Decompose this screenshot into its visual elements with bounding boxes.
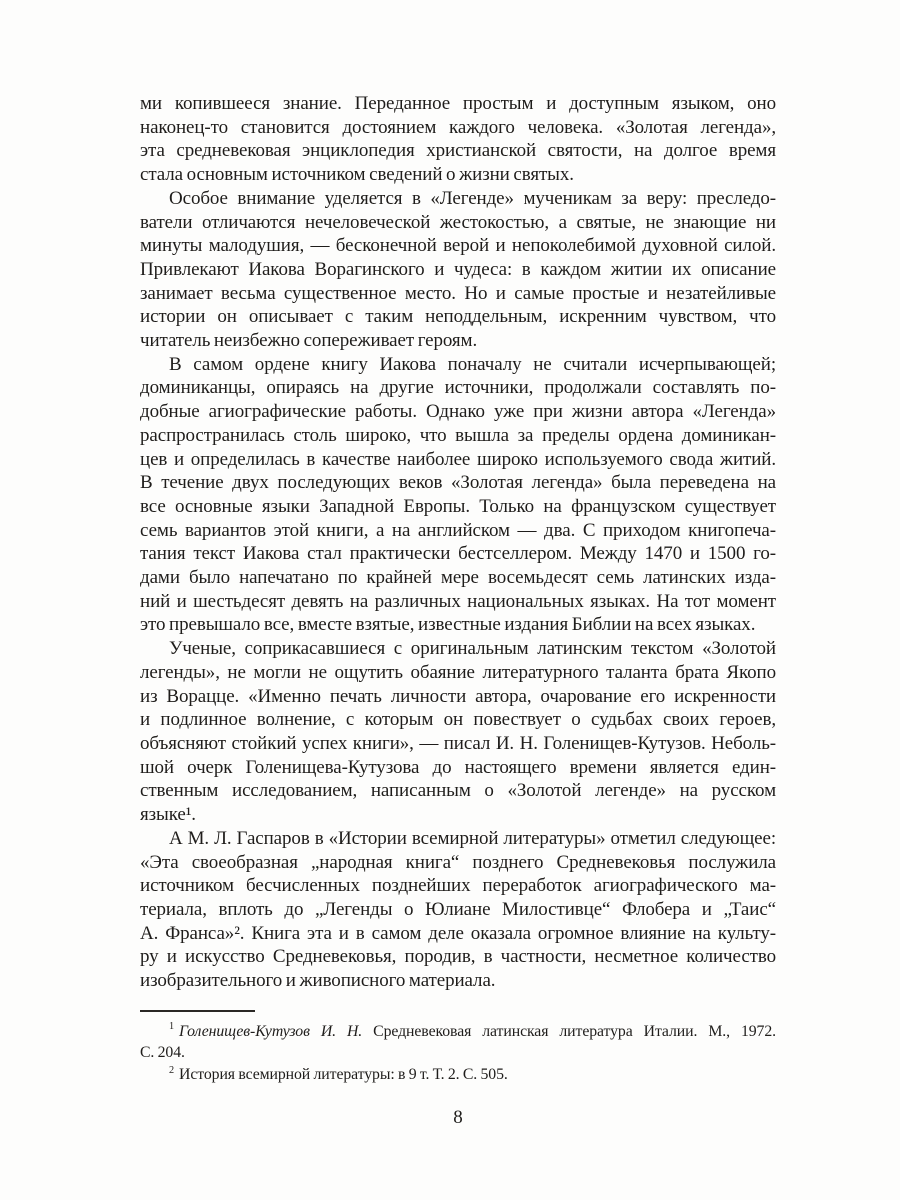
text-line: из Ворацце. «Именно печать личности автора, очарование его искренности	[140, 685, 776, 707]
paragraph	[140, 187, 776, 353]
text-line: В течение двух последующих веков «Золотая легенда» была переведена на	[140, 472, 776, 494]
text-line: дами было напечатано по крайней мере восемьдесят семь латинских изда-	[140, 567, 776, 589]
text-line: териала, вплоть до „Легенды о Юлиане Милостивце“ Флобера и „Таис“	[140, 898, 776, 920]
text-line: это превышало все, вместе взятые, известные издания Библии на всех языках.	[140, 614, 756, 636]
text-line: занимает весьма существенное место. Но и самые простые и незатейливые	[140, 282, 776, 304]
text-line: ственным исследованием, написанным о «Золотой легенде» на русском	[140, 780, 776, 802]
text-line: ватели отличаются нечеловеческой жестокостью, а святые, не знающие ни	[140, 211, 776, 233]
text-line: добные агиографические работы. Однако уже при жизни автора «Легенда»	[140, 401, 776, 423]
text-line: ру и искусство Средневековья, породив, в частности, несметное количество	[140, 946, 776, 968]
text-line: минуты малодушия, — бесконечной верой и непоколебимой духовной силой.	[140, 235, 776, 257]
text-line: Привлекают Иакова Ворагинского и чудеса: в каждом житии их описание	[140, 258, 776, 280]
text-line: тания текст Иакова стал практически бестселлером. Между 1470 и 1500 го-	[140, 543, 776, 565]
text-line: и подлинное волнение, с которым он повествует о судьбах своих героев,	[140, 709, 776, 731]
page-number: 8	[453, 1106, 463, 1128]
text-line: легенды», не могли не ощутить обаяние литературного таланта брата Якопо	[140, 661, 776, 683]
footnotes-section	[140, 1010, 776, 1086]
text-line: ний и шестьдесят девять на различных национальных языках. На тот момент	[140, 590, 776, 612]
text-line: семь вариантов этой книги, а на английском — два. С приходом книгопеча-	[140, 519, 776, 541]
text-line: Особое внимание уделяется в «Легенде» мученикам за веру: преследо-	[169, 187, 776, 209]
footnote-text: История всемирной литературы: в 9 т. Т. 2. С. 505.	[179, 1065, 508, 1083]
footnote-marker: 2	[169, 1064, 175, 1076]
footnote-marker: 1	[169, 1021, 175, 1033]
text-line: наконец-то становится достоянием каждого человека. «Золотая легенда»,	[140, 116, 776, 138]
text-line: Ученые, соприкасавшиеся с оригинальным латинским текстом «Золотой	[169, 638, 776, 660]
footnote-line	[140, 1021, 776, 1043]
footnote-separator	[140, 1010, 255, 1012]
paragraph	[140, 353, 776, 637]
text-line: стала основным источником сведений о жизни святых.	[140, 164, 574, 186]
text-line: распространилась столь широко, что вышла за пределы ордена доминикан-	[140, 424, 776, 446]
text-line: шой очерк Голенищева-Кутузова до настоящего времени является един-	[140, 756, 776, 778]
paragraph	[140, 827, 776, 993]
text-line: эта средневековая энциклопедия христианской святости, на долгое время	[140, 140, 776, 162]
text-line: ми копившееся знание. Переданное простым и доступным языком, оно	[140, 93, 776, 114]
text-line: читатель неизбежно сопереживает героям.	[140, 330, 478, 352]
text-line: «Эта своеобразная „народная книга“ позднего Средневековья послужила	[140, 851, 776, 873]
text-line: изобразительного и живописного материала.	[140, 970, 496, 992]
paragraph	[140, 637, 776, 827]
text-line: А. Франса»². Книга эта и в самом деле оказала огромное влияние на культу-	[140, 922, 776, 944]
paragraph	[140, 92, 776, 187]
text-line: языке¹.	[140, 804, 196, 826]
text-line: источником бесчисленных позднейших переработок агиографического ма-	[140, 875, 776, 897]
text-line: А М. Л. Гаспаров в «Истории всемирной литературы» отметил следующее:	[169, 827, 776, 849]
footnote-line	[140, 1064, 776, 1086]
text-line: доминиканцы, опираясь на другие источники, продолжали составлять по-	[140, 377, 776, 399]
text-line: объясняют стойкий успех книги», — писал И. Н. Голенищев-Кутузов. Неболь-	[140, 732, 776, 754]
text-line: истории он описывает с таким неподдельным, искренним чувством, что	[140, 306, 776, 328]
text-line: все основные языки Западной Европы. Только на французском существует	[140, 495, 776, 517]
footnote-text: Средневековая латинская литература Италии. М., 1972.	[373, 1022, 777, 1040]
book-page	[140, 92, 776, 1130]
footnote-line: С. 204.	[140, 1044, 185, 1062]
text-line: В самом ордене книгу Иакова поначалу не считали исчерпывающей;	[169, 353, 776, 375]
footnote-author: Голенищев-Кутузов И. Н.	[179, 1022, 363, 1040]
text-line: цев и определилась в качестве наиболее широко используемого свода житий.	[140, 448, 776, 470]
